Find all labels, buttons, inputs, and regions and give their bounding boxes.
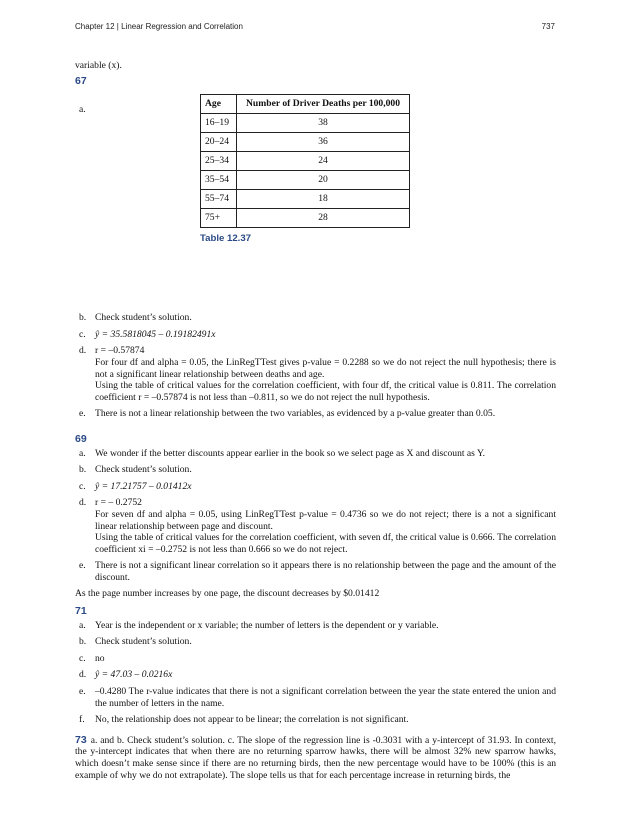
solution-number-71: 71 <box>75 605 87 618</box>
item-label: e. <box>79 686 86 698</box>
cell-age: 35–54 <box>201 171 237 190</box>
item-69b <box>75 464 556 476</box>
item-label: b. <box>79 636 87 648</box>
item-71c <box>75 653 556 665</box>
cell-deaths: 20 <box>237 171 410 190</box>
header-age: Age <box>201 95 237 114</box>
intro-text: variable (x). <box>75 60 122 71</box>
item-label: c. <box>79 652 86 664</box>
item-label: b. <box>79 312 87 324</box>
table-row <box>201 114 410 133</box>
item-69c <box>75 481 556 493</box>
item-text: No, the relationship does not appear to be linear; the correlation is not significant. <box>95 714 409 726</box>
page-number: 737 <box>541 22 555 31</box>
item-label: a. <box>79 104 86 116</box>
item-line: r = –0.57874 <box>95 345 145 357</box>
item-text: no <box>95 652 105 664</box>
item-69e <box>75 560 556 583</box>
cell-deaths: 38 <box>237 114 410 133</box>
table-row <box>201 171 410 190</box>
item-line: For seven df and alpha = 0.05, using LinRegTTest p-value = 0.4736 so we do not reject; there is a not a significant linear relationship between page and discount. <box>95 508 556 532</box>
item-67c <box>75 329 556 341</box>
equation: ŷ = 35.5818045 – 0.19182491x <box>95 328 216 340</box>
table-row <box>201 209 410 228</box>
solution-73 <box>75 735 556 781</box>
cell-deaths: 18 <box>237 190 410 209</box>
item-label: d. <box>79 345 87 357</box>
equation: ŷ = 17.21757 – 0.01412x <box>95 480 192 492</box>
item-text: Check student’s solution. <box>95 464 192 476</box>
cell-age: 16–19 <box>201 114 237 133</box>
item-label: d. <box>79 497 87 509</box>
item-text: –0.4280 The r-value indicates that there is not a significant correlation between the year the state entered the union and the number of letters in the name. <box>95 686 556 709</box>
deaths-table <box>200 94 410 228</box>
table-caption: Table 12.37 <box>200 233 252 245</box>
table-wrapper <box>200 94 410 245</box>
item-label: d. <box>79 669 87 681</box>
cell-age: 20–24 <box>201 133 237 152</box>
item-label: e. <box>79 560 86 572</box>
item-69d <box>75 497 556 555</box>
item-67d <box>75 345 556 403</box>
item-label: c. <box>79 480 86 492</box>
item-label: c. <box>79 328 86 340</box>
solution-number-67: 67 <box>75 74 87 87</box>
header-deaths: Number of Driver Deaths per 100,000 <box>237 95 410 114</box>
cell-deaths: 28 <box>237 209 410 228</box>
item-text: There is not a linear relationship between the two variables, as evidenced by a p-value greater than 0.05. <box>95 408 496 420</box>
item-67b <box>75 312 556 324</box>
item-label: e. <box>79 408 86 420</box>
table-header-row <box>201 95 410 114</box>
cell-age: 55–74 <box>201 190 237 209</box>
item-text: Check student’s solution. <box>95 312 192 324</box>
solution-number-73: 73 <box>75 733 87 746</box>
item-label: a. <box>79 447 86 459</box>
cell-age: 75+ <box>201 209 237 228</box>
item-67a <box>75 98 556 245</box>
item-71f <box>75 714 556 726</box>
item-line: For four df and alpha = 0.05, the LinRegTTest gives p-value = 0.2288 so we do not reject the null hypothesis; there is not a significant linear relationship between deaths and age. <box>95 356 556 380</box>
solution-number-69: 69 <box>75 432 87 445</box>
item-label: b. <box>79 464 87 476</box>
item-line: r = – 0.2752 <box>95 497 142 509</box>
solution-73-text: a. and b. Check student’s solution. c. The slope of the regression line is -0.3031 with a y-intercept of 31.93. In context, the y-intercept indicates that when there are no returning sparrow hawks, there will be almost 32% new sparrow hawks, which doesn’t make sense since if there are no returning birds, then the new percentage would have to be 100% (this is an example of why we do not extrapolate). The slope tells us that for each percentage increase in returning birds, the <box>75 734 556 781</box>
item-71e <box>75 686 556 709</box>
item-text: Year is the independent or x variable; the number of letters is the dependent or y variable. <box>95 619 439 631</box>
page-content <box>75 60 556 781</box>
item-text: There is not a significant linear correlation so it appears there is no relationship between the page and the amount of the discount. <box>95 560 556 583</box>
cell-age: 25–34 <box>201 152 237 171</box>
item-label: f. <box>79 714 85 726</box>
running-header: Chapter 12 | Linear Regression and Correlation <box>75 22 243 31</box>
cell-deaths: 36 <box>237 133 410 152</box>
table-row <box>201 133 410 152</box>
item-69a <box>75 448 556 460</box>
paragraph-69-after: As the page number increases by one page, the discount decreases by $0.01412 <box>75 588 380 600</box>
item-text: We wonder if the better discounts appear earlier in the book so we select page as X and discount as Y. <box>95 447 486 459</box>
item-text: Check student’s solution. <box>95 636 192 648</box>
item-line: Using the table of critical values for the correlation coefficient, with seven df, the critical value is 0.666. The correlation coefficient xi = –0.2752 is not less than 0.666 so we do not reject. <box>95 532 556 555</box>
cell-deaths: 24 <box>237 152 410 171</box>
item-71a <box>75 620 556 632</box>
item-71d <box>75 669 556 681</box>
equation: ŷ = 47.03 – 0.0216x <box>95 669 173 681</box>
item-label: a. <box>79 619 86 631</box>
table-row <box>201 190 410 209</box>
item-71b <box>75 636 556 648</box>
item-line: Using the table of critical values for the correlation coefficient, with four df, the critical value is 0.811. The correlation coefficient r = –0.57874 is not less than –0.811, so we do not reject the null hypothesis. <box>95 380 556 403</box>
item-67e <box>75 408 556 420</box>
table-row <box>201 152 410 171</box>
